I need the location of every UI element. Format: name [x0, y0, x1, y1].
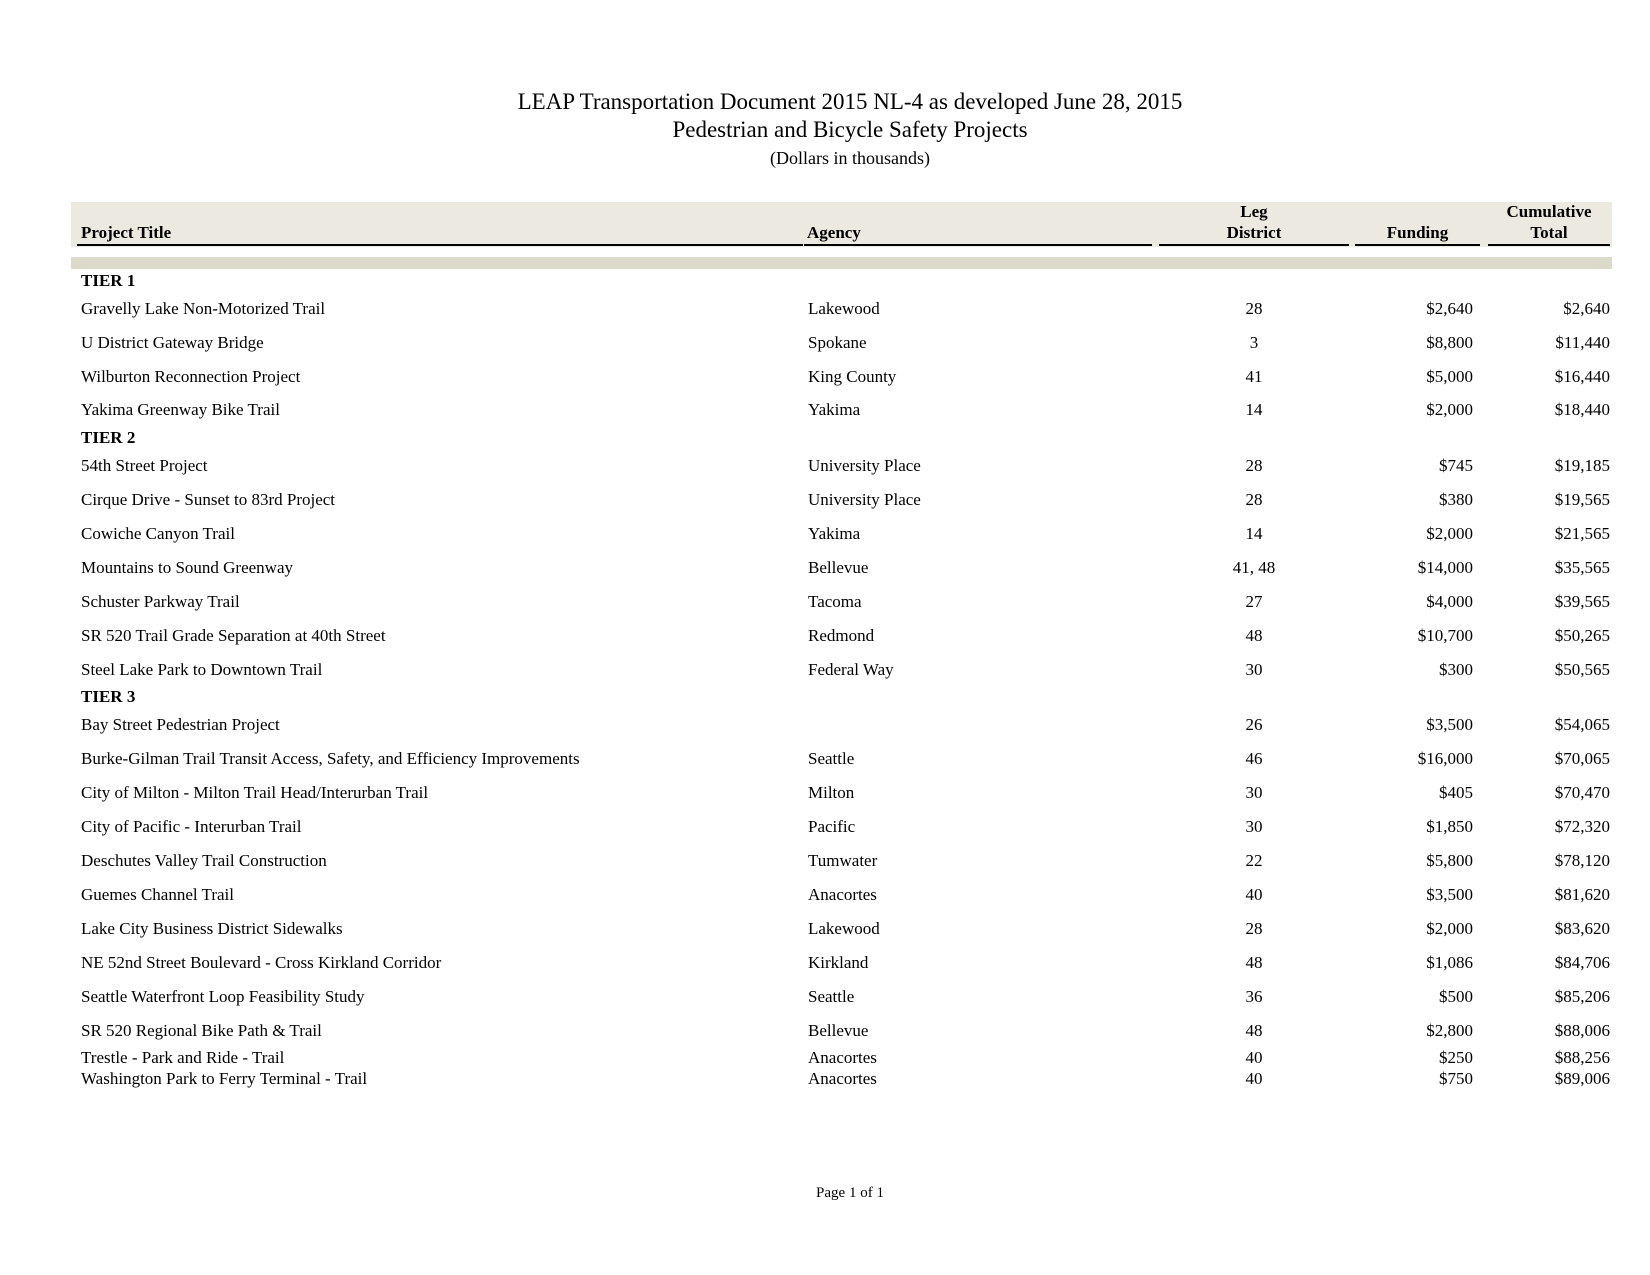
table-row: [0, 489, 1650, 511]
cumulative-total-cell: $11,440: [1555, 333, 1610, 352]
project-title-cell: Schuster Parkway Trail: [81, 592, 240, 611]
agency-cell: Lakewood: [808, 299, 880, 318]
agency-cell: Tacoma: [808, 592, 862, 611]
funding-cell: $1,850: [1426, 817, 1473, 836]
table-row: [0, 399, 1650, 421]
table-row: [0, 714, 1650, 736]
cumulative-total-cell: $35,565: [1554, 558, 1610, 577]
funding-cell: $2,000: [1426, 400, 1473, 419]
funding-cell: $300: [1439, 660, 1473, 679]
cumulative-total-cell: $88,256: [1554, 1048, 1610, 1067]
column-header-leg-district: [1159, 202, 1349, 246]
project-title-cell: Yakima Greenway Bike Trail: [81, 400, 280, 419]
funding-cell: $10,700: [1417, 626, 1473, 645]
project-title-cell: Cowiche Canyon Trail: [81, 524, 235, 543]
funding-cell: $5,800: [1426, 851, 1473, 870]
table-row: [0, 366, 1650, 388]
funding-cell: $8,800: [1426, 333, 1473, 352]
column-header-cumulative-line2: Total: [1530, 223, 1568, 242]
project-title-cell: Burke-Gilman Trail Transit Access, Safety, and Efficiency Improvements: [81, 749, 580, 768]
funding-cell: $745: [1439, 456, 1473, 475]
leg-district-cell: 3: [1249, 333, 1259, 352]
funding-cell: $2,000: [1426, 524, 1473, 543]
leg-district-cell: 30: [1245, 783, 1263, 802]
leg-district-cell: 46: [1245, 749, 1263, 768]
table-row: [0, 986, 1650, 1008]
leg-district-cell: 30: [1245, 660, 1263, 679]
units-note: (Dollars in thousands): [770, 148, 930, 168]
leg-district-cell: 48: [1245, 626, 1263, 645]
cumulative-total-cell: $84,706: [1554, 953, 1610, 972]
leg-district-cell: 28: [1245, 919, 1263, 938]
page-number: Page 1 of 1: [816, 1185, 884, 1201]
leg-district-cell: 40: [1245, 885, 1263, 904]
leg-district-cell: 27: [1245, 592, 1263, 611]
cumulative-total-cell: $72,320: [1554, 817, 1610, 836]
table-row: [0, 1020, 1650, 1042]
table-row: [0, 850, 1650, 872]
funding-cell: $1,086: [1426, 953, 1473, 972]
leg-district-cell: 14: [1245, 524, 1263, 543]
agency-cell: Yakima: [808, 400, 861, 419]
agency-cell: Bellevue: [808, 558, 869, 577]
tier-label: TIER 1: [81, 271, 136, 290]
project-title-cell: 54th Street Project: [81, 456, 208, 475]
column-header-agency-label: Agency: [807, 223, 861, 242]
table-row: [0, 659, 1650, 681]
cumulative-total-cell: $78,120: [1554, 851, 1610, 870]
project-title-cell: Guemes Channel Trail: [81, 885, 234, 904]
leg-district-cell: 28: [1245, 299, 1263, 318]
agency-cell: Spokane: [808, 333, 867, 352]
funding-cell: $14,000: [1417, 558, 1473, 577]
cumulative-total-cell: $50,565: [1554, 660, 1610, 679]
column-header-leg-line1: Leg: [1240, 202, 1268, 221]
funding-cell: $750: [1439, 1069, 1473, 1088]
funding-cell: $3,500: [1426, 715, 1473, 734]
tier-heading-row: [0, 686, 1650, 708]
project-title-cell: Trestle - Park and Ride - Trail: [81, 1048, 285, 1067]
agency-cell: Lakewood: [808, 919, 880, 938]
project-title-cell: Deschutes Valley Trail Construction: [81, 851, 327, 870]
project-title-cell: Wilburton Reconnection Project: [81, 367, 301, 386]
agency-cell: King County: [808, 367, 897, 386]
column-header-project-title: [77, 202, 803, 246]
leg-district-cell: 40: [1245, 1069, 1263, 1088]
column-header-leg-line2: District: [1226, 223, 1282, 242]
document-title: LEAP Transportation Document 2015 NL-4 as developed June 28, 2015: [517, 89, 1183, 114]
agency-cell: University Place: [808, 456, 921, 475]
cumulative-total-cell: $19,185: [1554, 456, 1610, 475]
table-row: [0, 523, 1650, 545]
agency-cell: Pacific: [808, 817, 856, 836]
tier-label: TIER 3: [81, 687, 136, 706]
tier-label: TIER 2: [81, 428, 136, 447]
agency-cell: Anacortes: [808, 1069, 877, 1088]
column-header-cumulative-line1: Cumulative: [1506, 202, 1592, 221]
document-subtitle: Pedestrian and Bicycle Safety Projects: [672, 117, 1028, 142]
funding-cell: $16,000: [1417, 749, 1473, 768]
leg-district-cell: 26: [1245, 715, 1263, 734]
agency-cell: Yakima: [808, 524, 861, 543]
leg-district-cell: 41, 48: [1232, 558, 1276, 577]
funding-cell: $380: [1439, 490, 1473, 509]
leg-district-cell: 40: [1245, 1048, 1263, 1067]
leg-district-cell: 48: [1245, 953, 1263, 972]
cumulative-total-cell: $70,470: [1554, 783, 1610, 802]
cumulative-total-cell: $50,265: [1554, 626, 1610, 645]
project-title-cell: Bay Street Pedestrian Project: [81, 715, 280, 734]
agency-cell: Bellevue: [808, 1021, 869, 1040]
project-title-cell: Seattle Waterfront Loop Feasibility Study: [81, 987, 365, 1006]
leg-district-cell: 36: [1245, 987, 1263, 1006]
funding-cell: $500: [1439, 987, 1473, 1006]
project-title-cell: City of Milton - Milton Trail Head/Interurban Trail: [81, 783, 429, 802]
agency-cell: Anacortes: [808, 1048, 877, 1067]
table-row: [0, 952, 1650, 974]
table-row: [0, 918, 1650, 940]
cumulative-total-cell: $85,206: [1554, 987, 1610, 1006]
cumulative-total-cell: $81,620: [1554, 885, 1610, 904]
leg-district-cell: 41: [1245, 367, 1263, 386]
project-title-cell: NE 52nd Street Boulevard - Cross Kirkland Corridor: [81, 953, 442, 972]
table-row: [0, 332, 1650, 354]
leg-district-cell: 28: [1245, 490, 1263, 509]
project-title-cell: Gravelly Lake Non-Motorized Trail: [81, 299, 326, 318]
table-row: [0, 782, 1650, 804]
cumulative-total-cell: $19,565: [1554, 490, 1610, 509]
table-row: [0, 1047, 1650, 1069]
table-row: [0, 298, 1650, 320]
table-row: [0, 748, 1650, 770]
funding-cell: $2,800: [1426, 1021, 1473, 1040]
project-title-cell: Mountains to Sound Greenway: [81, 558, 294, 577]
column-header-project-title-label: Project Title: [81, 223, 172, 242]
cumulative-total-cell: $2,640: [1563, 299, 1610, 318]
agency-cell: Seattle: [808, 749, 855, 768]
column-header-cumulative-total: [1488, 202, 1610, 246]
table-row: [0, 455, 1650, 477]
funding-cell: $250: [1439, 1048, 1473, 1067]
project-title-cell: Washington Park to Ferry Terminal - Trail: [81, 1069, 368, 1088]
leg-district-cell: 22: [1245, 851, 1263, 870]
table-row: [0, 1068, 1650, 1090]
cumulative-total-cell: $39,565: [1554, 592, 1610, 611]
leg-district-cell: 30: [1245, 817, 1263, 836]
funding-cell: $3,500: [1426, 885, 1473, 904]
cumulative-total-cell: $88,006: [1554, 1021, 1610, 1040]
column-header-funding-label: Funding: [1386, 223, 1449, 242]
project-title-cell: Cirque Drive - Sunset to 83rd Project: [81, 490, 336, 509]
project-title-cell: SR 520 Trail Grade Separation at 40th Street: [81, 626, 386, 645]
tier-heading-row: [0, 270, 1650, 292]
agency-cell: Kirkland: [808, 953, 869, 972]
agency-cell: Tumwater: [808, 851, 878, 870]
cumulative-total-cell: $54,065: [1554, 715, 1610, 734]
funding-cell: $405: [1439, 783, 1473, 802]
agency-cell: University Place: [808, 490, 921, 509]
table-row: [0, 557, 1650, 579]
funding-cell: $2,000: [1426, 919, 1473, 938]
agency-cell: Milton: [808, 783, 855, 802]
column-header-funding: [1355, 202, 1480, 246]
project-title-cell: U District Gateway Bridge: [81, 333, 264, 352]
column-header-agency: [804, 202, 1152, 246]
funding-cell: $4,000: [1426, 592, 1473, 611]
project-title-cell: SR 520 Regional Bike Path & Trail: [81, 1021, 322, 1040]
project-title-cell: Lake City Business District Sidewalks: [81, 919, 343, 938]
cumulative-total-cell: $16,440: [1554, 367, 1610, 386]
cumulative-total-cell: $18,440: [1554, 400, 1610, 419]
leg-district-cell: 28: [1245, 456, 1263, 475]
table-row: [0, 591, 1650, 613]
project-title-cell: City of Pacific - Interurban Trail: [81, 817, 302, 836]
cumulative-total-cell: $21,565: [1554, 524, 1610, 543]
leg-district-cell: 48: [1245, 1021, 1263, 1040]
table-row: [0, 816, 1650, 838]
cumulative-total-cell: $70,065: [1554, 749, 1610, 768]
cumulative-total-cell: $83,620: [1554, 919, 1610, 938]
agency-cell: Federal Way: [808, 660, 894, 679]
tier-heading-row: [0, 427, 1650, 449]
agency-cell: Redmond: [808, 626, 875, 645]
leg-district-cell: 14: [1245, 400, 1263, 419]
table-row: [0, 884, 1650, 906]
agency-cell: Anacortes: [808, 885, 877, 904]
project-title-cell: Steel Lake Park to Downtown Trail: [81, 660, 323, 679]
funding-cell: $5,000: [1426, 367, 1473, 386]
table-row: [0, 625, 1650, 647]
agency-cell: Seattle: [808, 987, 855, 1006]
table-header-stripe: [71, 257, 1612, 269]
funding-cell: $2,640: [1426, 299, 1473, 318]
cumulative-total-cell: $89,006: [1554, 1069, 1610, 1088]
